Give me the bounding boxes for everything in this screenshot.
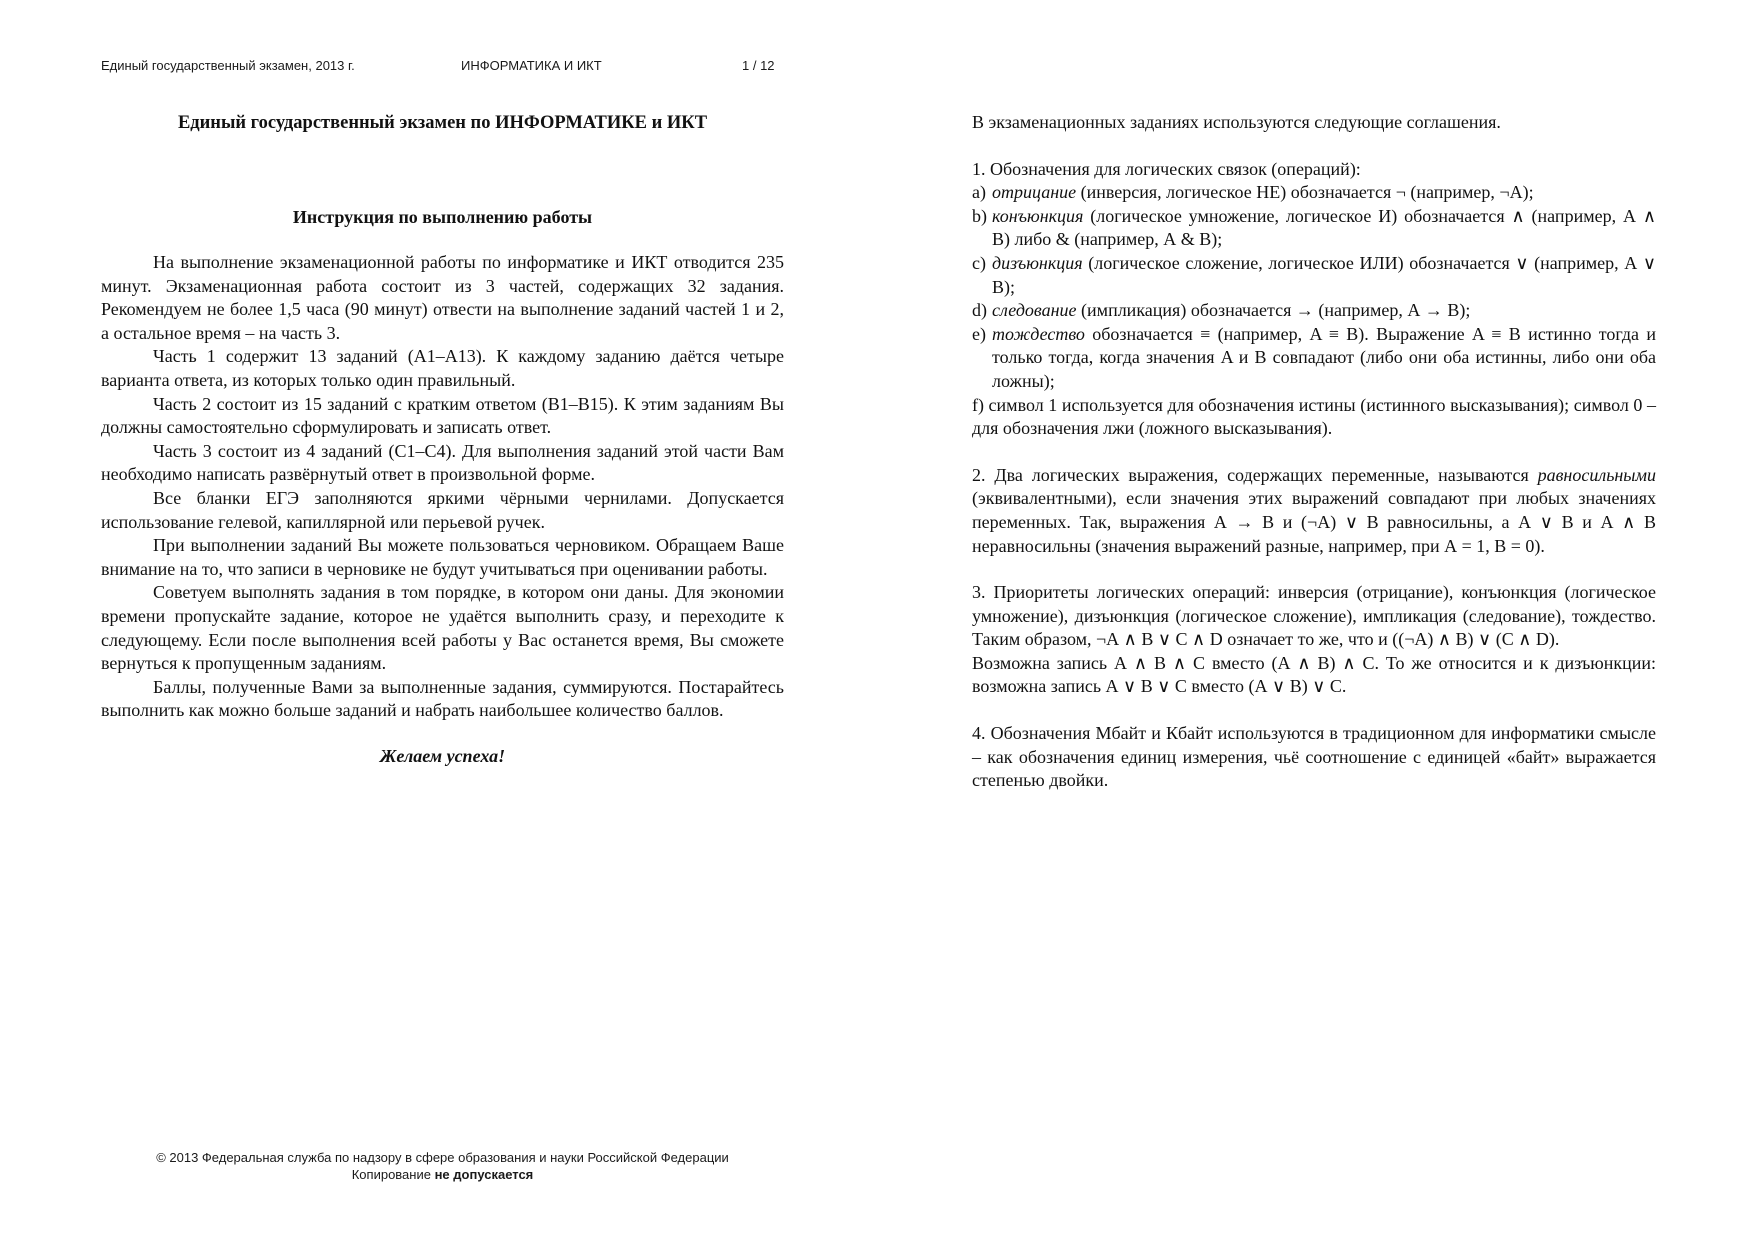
page-footer bbox=[101, 1149, 784, 1183]
item-label: e) bbox=[972, 323, 986, 344]
item-label: a) bbox=[972, 182, 986, 203]
item-text: (логическое умножение, логическое И) обозначается ∧ (например, А ∧ В) либо & (например, А & В); bbox=[992, 205, 1656, 250]
section-2-term: равносильными bbox=[1537, 464, 1656, 485]
notation-item-conjunction bbox=[972, 205, 1656, 252]
item-term: дизъюнкция bbox=[992, 252, 1083, 273]
page-number: 1 / 12 bbox=[742, 58, 775, 73]
page-title: Единый государственный экзамен по ИНФОРМАТИКЕ и ИКТ bbox=[177, 113, 708, 133]
section-4-text: 4. Обозначения Мбайт и Кбайт используются в традиционном для информатики смысле – как обозначения единиц измерения, чьё соотношение с единицей «байт» выражается степенью двойки. bbox=[972, 723, 1656, 791]
instruction-paragraph: Часть 1 содержит 13 заданий (А1–А13). К каждому заданию даётся четыре варианта ответа, из которых только один правильный. bbox=[101, 346, 784, 390]
subject-header: ИНФОРМАТИКА И ИКТ bbox=[461, 58, 602, 73]
good-luck-text: Желаем успеха! bbox=[379, 745, 506, 766]
instructions-title: Инструкция по выполнению работы bbox=[292, 207, 593, 227]
notation-item-implication bbox=[972, 299, 1656, 323]
item-term: отрицание bbox=[992, 182, 1077, 203]
item-text: (импликация) обозначается → (например, А → В); bbox=[1076, 300, 1471, 321]
item-label: c) bbox=[972, 252, 986, 273]
section-3-note: Возможна запись А ∧ В ∧ С вместо (А ∧ В) ∧ С. То же относится и к дизъюнкции: возможна запись А ∨ В ∨ С вместо (А ∨ В) ∨ С. bbox=[972, 652, 1656, 697]
item-text: (инверсия, логическое НЕ) обозначается ¬ (например, ¬А); bbox=[1076, 182, 1534, 203]
instruction-paragraph: Советуем выполнять задания в том порядке, в котором они даны. Для экономии времени пропускайте задание, которое не удаётся выполнить сразу, и переходите к следующему. Если после выполнения всей работы у Вас останется время, Вы сможете вернуться к пропущенным заданиям. bbox=[101, 582, 784, 674]
instruction-paragraph: На выполнение экзаменационной работы по информатике и ИКТ отводится 235 минут. Экзаменационная работа состоит из 3 частей, содержащих 32 задания. Рекомендуем не более 1,5 часа (90 минут) отвести на выполнение заданий частей 1 и 2, а остальное время – на часть 3. bbox=[101, 252, 784, 343]
instruction-paragraph: Все бланки ЕГЭ заполняются яркими чёрными чернилами. Допускается использование гелевой, капиллярной или перьевой ручек. bbox=[101, 487, 784, 532]
instruction-paragraph: Баллы, полученные Вами за выполненные задания, суммируются. Постарайтесь выполнить как можно больше заданий и набрать наибольшее количество баллов. bbox=[101, 676, 784, 721]
item-label: b) bbox=[972, 205, 987, 226]
notation-item-negation bbox=[972, 181, 1656, 205]
copyright-text: © 2013 Федеральная служба по надзору в сфере образования и науки Российской Федерации bbox=[156, 1150, 729, 1165]
item-term: следование bbox=[992, 300, 1077, 321]
section-2-text: 2. Два логических выражения, содержащих переменные, называются равносильными (эквивалентными), если значения этих выражений совпадают при любых значениях переменных. Так, выражения А → В и (¬А) ∨ В равносильны, а А ∨ В и А ∧ В неравносильны (значения выражений разные, например, при А = 1, В = 0). bbox=[972, 464, 1656, 556]
instruction-paragraph: Часть 2 состоит из 15 заданий с кратким ответом (В1–В15). К этим заданиям Вы должны самостоятельно сформулировать и записать ответ. bbox=[101, 393, 784, 438]
notation-item-equivalence bbox=[972, 323, 1656, 394]
conventions-intro: В экзаменационных заданиях используются следующие соглашения. bbox=[972, 112, 1501, 132]
copying-notice: Копирование не допускается bbox=[351, 1167, 534, 1182]
notation-item-disjunction bbox=[972, 252, 1656, 299]
item-label: d) bbox=[972, 300, 987, 321]
right-column bbox=[972, 111, 1656, 793]
section-3-text: 3. Приоритеты логических операций: инверсия (отрицание), конъюнкция (логическое умножение), дизъюнкция (логическое сложение), импликация (следование), тождество. Таким образом, ¬А ∧ В ∨ С ∧ D означает то же, что и ((¬А) ∧ В) ∨ (С ∧ D). bbox=[972, 582, 1656, 650]
instruction-paragraph: Часть 3 состоит из 4 заданий (С1–С4). Для выполнения заданий этой части Вам необходимо написать развёрнутый ответ в произвольной форме. bbox=[101, 440, 784, 485]
exam-header: Единый государственный экзамен, 2013 г. bbox=[101, 58, 355, 73]
section-1-title: 1. Обозначения для логических связок (операций): bbox=[972, 158, 1361, 179]
item-term: тождество bbox=[992, 323, 1085, 344]
item-text: (логическое сложение, логическое ИЛИ) обозначается ∨ (например, А ∨ В); bbox=[992, 252, 1656, 297]
instruction-paragraph: При выполнении заданий Вы можете пользоваться черновиком. Обращаем Ваше внимание на то, что записи в черновике не будут учитываться при оценивании работы. bbox=[101, 535, 784, 579]
item-term: конъюнкция bbox=[992, 205, 1084, 226]
notation-item-truth-symbols: f) символ 1 используется для обозначения истины (истинного высказывания); символ 0 – для обозначения лжи (ложного высказывания). bbox=[972, 394, 1656, 439]
item-text: обозначается ≡ (например, A ≡ B). Выражение A ≡ B истинно тогда и только тогда, когда значения A и B совпадают (либо они оба истинны, либо они оба ложны); bbox=[992, 323, 1656, 391]
left-column bbox=[101, 111, 784, 768]
page-header bbox=[101, 58, 781, 78]
